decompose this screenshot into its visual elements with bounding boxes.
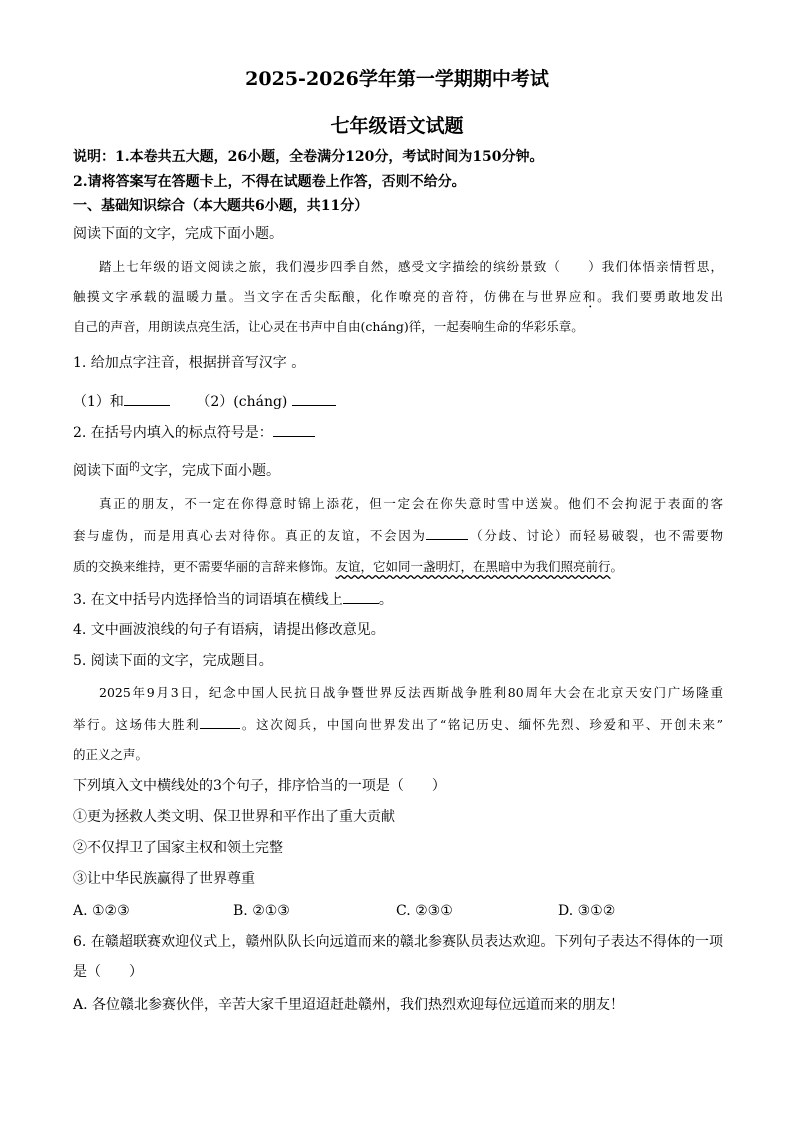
question-6-line-1: 6. 在赣超联赛欢迎仪式上，赣州队队长向远道而来的赣北参赛队员表达欢迎。下列句子表达不得体的一项 bbox=[73, 934, 723, 950]
reading-intro-2-a: 阅读下面 bbox=[73, 463, 129, 479]
passage-2-line-1: 真正的朋友，不一定在你得意时锦上添花，但一定会在你失意时雪中送炭。他们不会拘泥于表面的客 bbox=[99, 496, 723, 511]
passage-3-line-3: 的正义之声。 bbox=[73, 747, 149, 762]
passage-1-line-2-text: 触摸文字承载的温暖力量。当文字在舌尖酝酿，化作嘹亮的音符，仿佛在与世界应 bbox=[73, 289, 583, 304]
passage-3-line-2 bbox=[73, 714, 723, 735]
question-3 bbox=[73, 589, 393, 610]
question-6-line-2: 是（ ） bbox=[73, 964, 143, 980]
exam-subtitle: 七年级语文试题 bbox=[330, 115, 464, 137]
passage-1-line-1: 踏上七年级的语文阅读之旅，我们漫步四季自然，感受文字描绘的缤纷景致（ ）我们体悟亲情哲思， bbox=[99, 259, 723, 274]
passage-3-blank[interactable] bbox=[200, 714, 240, 729]
q1-part-1-label: （1）和 bbox=[73, 394, 124, 410]
q2-text: 2. 在括号内填入的标点符号是： bbox=[73, 425, 273, 441]
question-2 bbox=[73, 422, 315, 443]
q5-sentence-1: ①更为拯救人类文明、保卫世界和平作出了重大贡献 bbox=[73, 809, 395, 825]
passage-3-line-2-a: 举行。这场伟大胜利 bbox=[73, 717, 201, 732]
wavy-underlined-sentence: 友谊，它如同一盏明灯，在黑暗中为我们照亮前行 bbox=[335, 559, 611, 574]
q5-option-a[interactable]: A. ①②③ bbox=[73, 903, 130, 919]
passage-2-line-2-b: （分歧、讨论）而轻易破裂，也不需要物 bbox=[468, 528, 723, 543]
question-5-stem: 下列填入文中横线处的3个句子，排序恰当的一项是（ ） bbox=[73, 778, 446, 794]
passage-2-blank[interactable] bbox=[426, 525, 468, 540]
question-5: 5. 阅读下面的文字，完成题目。 bbox=[73, 653, 273, 669]
q5-option-d[interactable]: D. ③①② bbox=[558, 903, 616, 919]
question-1-parts bbox=[73, 391, 336, 412]
passage-1-line-2-end: 。我们要勇敢地发出 bbox=[597, 289, 723, 304]
instructions-line-1: 说明：1.本卷共五大题，26小题，全卷满分120分，考试时间为150分钟。 bbox=[73, 149, 544, 165]
dotted-char: 和 bbox=[582, 289, 598, 304]
q3-text: 3. 在文中括号内选择恰当的词语填在横线上 bbox=[73, 592, 343, 608]
q5-sentence-2: ②不仅捍卫了国家主权和领土完整 bbox=[73, 840, 283, 856]
question-1: 1. 给加点字注音，根据拼音写汉字 。 bbox=[73, 355, 306, 371]
passage-2-line-2-a: 套与虚伪，而是用真心去对待你。真正的友谊，不会因为 bbox=[73, 528, 427, 543]
question-4: 4. 文中画波浪线的句子有语病，请提出修改意见。 bbox=[73, 622, 385, 638]
reading-intro-2 bbox=[73, 461, 280, 482]
reading-intro-2-sup: 的 bbox=[129, 460, 140, 473]
q5-option-b[interactable]: B. ②①③ bbox=[233, 903, 290, 919]
instructions-line-2: 2.请将答案写在答题卡上，不得在试题卷上作答，否则不给分。 bbox=[73, 174, 466, 190]
q6-option-a[interactable]: A. 各位赣北参赛伙伴，辛苦大家千里迢迢赶赴赣州，我们热烈欢迎每位远道而来的朋友！ bbox=[73, 997, 625, 1013]
passage-2-line-3 bbox=[73, 557, 623, 577]
q1-part-2-label: （2）(cháng) bbox=[196, 394, 288, 410]
q5-option-c[interactable]: C. ②③① bbox=[396, 903, 453, 919]
passage-3-line-1: 2025年9月3日，纪念中国人民抗日战争暨世界反法西斯战争胜利80周年大会在北京天安门广场隆重 bbox=[99, 685, 723, 700]
reading-intro-2-b: 文字，完成下面小题。 bbox=[140, 463, 280, 479]
q5-sentence-3: ③让中华民族赢得了世界尊重 bbox=[73, 871, 255, 887]
exam-title: 2025-2026学年第一学期期中考试 bbox=[245, 68, 549, 90]
passage-2-line-2 bbox=[73, 525, 723, 546]
passage-1-line-3: 自己的声音，用朗读点亮生活，让心灵在书声中自由(cháng)徉，一起奏响生命的华彩乐章。 bbox=[73, 319, 584, 334]
q3-end: 。 bbox=[378, 592, 393, 608]
q1-answer-blank-1[interactable] bbox=[124, 391, 170, 406]
passage-2-line-3-end: 。 bbox=[610, 559, 624, 574]
q1-answer-blank-2[interactable] bbox=[292, 391, 336, 406]
q2-answer-blank[interactable] bbox=[273, 422, 315, 437]
reading-intro-1: 阅读下面的文字，完成下面小题。 bbox=[73, 226, 283, 242]
passage-1-line-2 bbox=[73, 287, 723, 311]
section-heading: 一、基础知识综合（本大题共6小题，共11分） bbox=[73, 198, 369, 214]
passage-2-line-3-a: 质的交换来维持，更不需要华丽的言辞来修饰。 bbox=[73, 559, 336, 574]
q3-answer-blank[interactable] bbox=[343, 589, 379, 604]
passage-3-line-2-b: 。这次阅兵，中国向世界发出了“铭记历史、缅怀先烈、珍爱和平、开创未来” bbox=[240, 717, 723, 732]
